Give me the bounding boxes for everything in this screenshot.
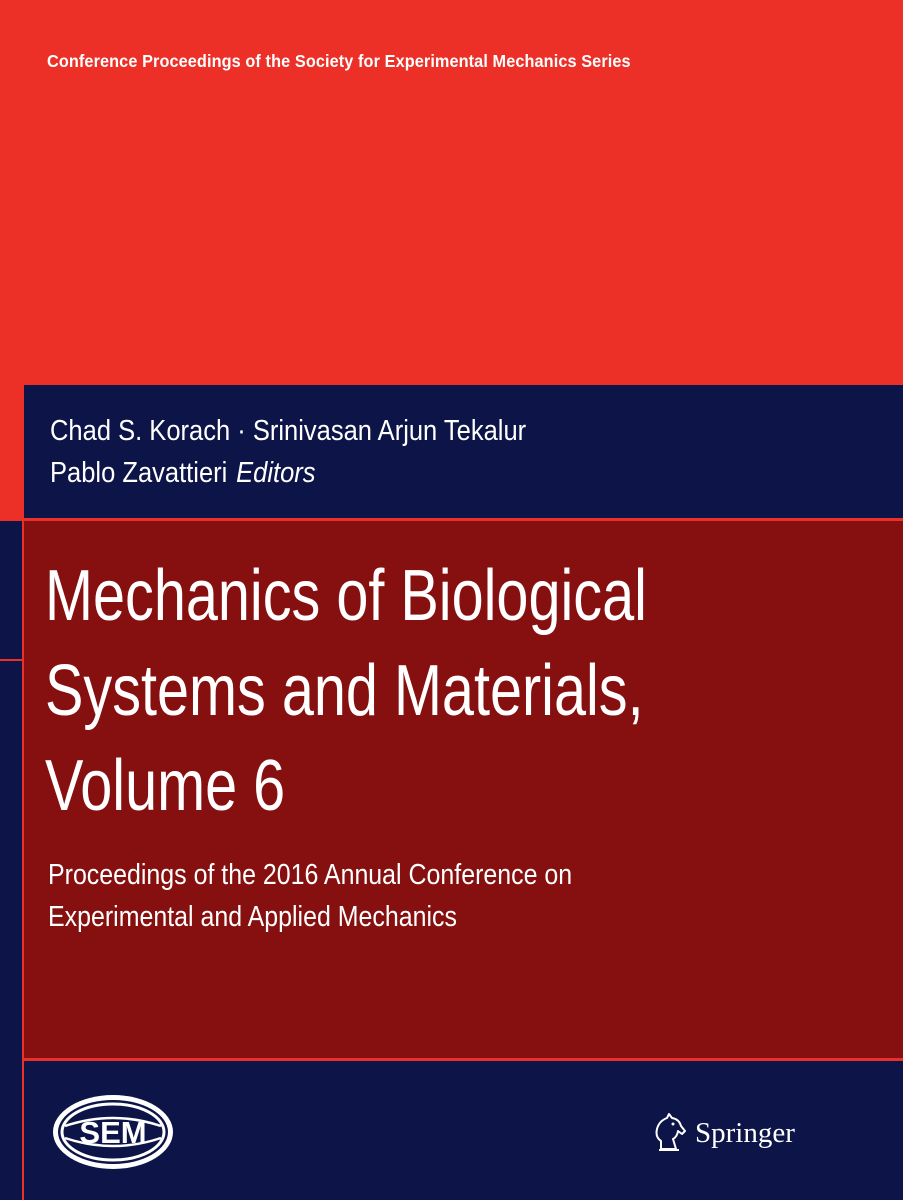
springer-wordmark: Springer	[695, 1116, 795, 1149]
sem-logo	[51, 1093, 175, 1171]
sem-logo-text: SEM	[79, 1115, 147, 1150]
springer-logo	[651, 1113, 795, 1153]
left-navy-strip	[0, 521, 22, 1200]
editor-name: Pablo Zavattieri	[50, 457, 228, 489]
publisher-band	[24, 1061, 903, 1200]
series-title: Conference Proceedings of the Society for Experimental Mechanics Series	[47, 51, 631, 71]
book-title-line-3: Volume 6	[45, 746, 286, 826]
editors-band	[24, 385, 903, 518]
title-block	[24, 521, 903, 1058]
book-subtitle	[48, 854, 572, 938]
editors-role-label: Editors	[236, 457, 316, 489]
book-subtitle-line-2: Experimental and Applied Mechanics	[48, 901, 457, 933]
book-title-line-1: Mechanics of Biological	[45, 556, 647, 636]
book-title	[45, 549, 647, 834]
editors-names-line-1: Chad S. Korach · Srinivasan Arjun Tekalur	[50, 415, 527, 447]
left-red-divider	[0, 659, 24, 661]
springer-horse-icon	[651, 1113, 689, 1153]
book-subtitle-line-1: Proceedings of the 2016 Annual Conference on	[48, 859, 573, 891]
book-title-line-2: Systems and Materials,	[45, 651, 644, 731]
editors-names-line-2	[50, 457, 316, 490]
